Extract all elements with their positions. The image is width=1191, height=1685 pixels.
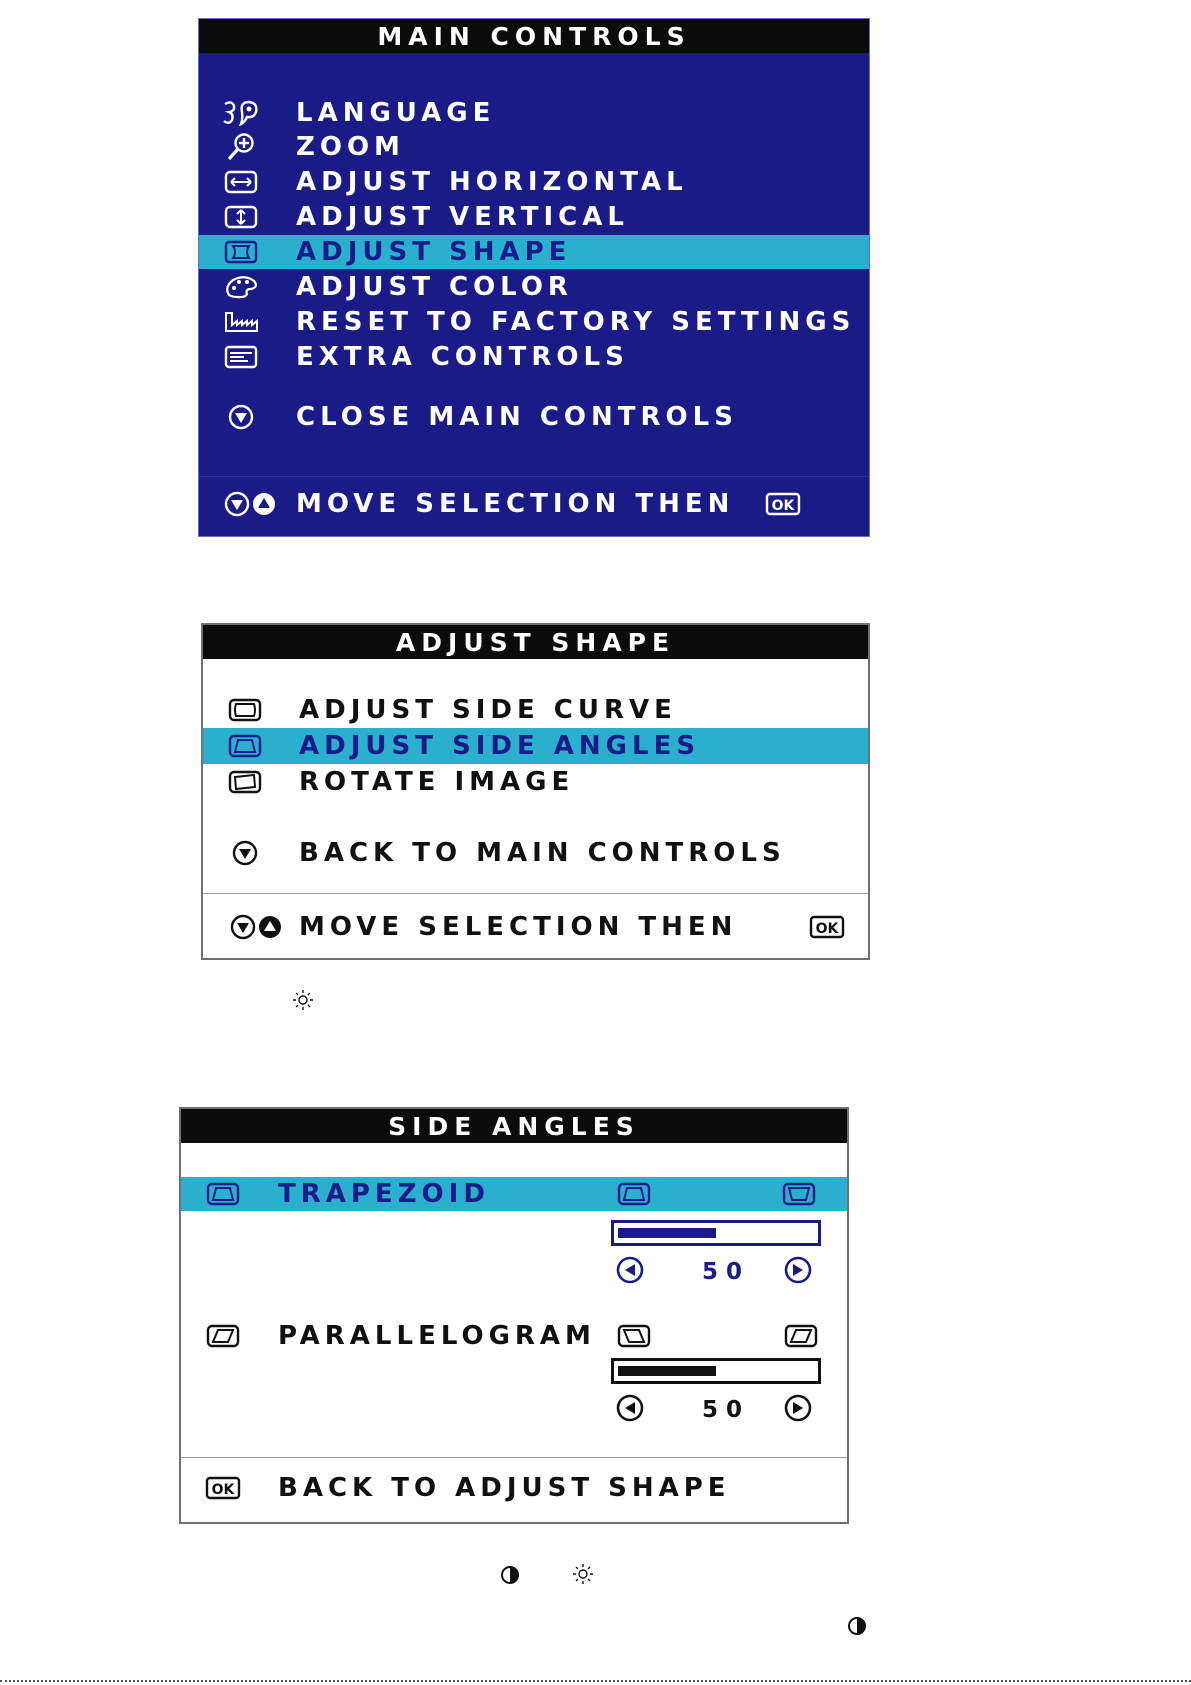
divider xyxy=(199,476,869,477)
factory-icon xyxy=(221,305,261,339)
footer-label: MOVE SELECTION THEN xyxy=(296,489,735,519)
back-label: BACK TO ADJUST SHAPE xyxy=(278,1473,731,1503)
parallelogram-row[interactable] xyxy=(181,1319,847,1353)
menu-item-adjust-side-angles[interactable] xyxy=(203,728,868,764)
ok-text: OK xyxy=(211,1482,235,1498)
adjust-shape-title: ADJUST SHAPE xyxy=(203,625,868,659)
palette-icon xyxy=(221,270,261,304)
menu-item-adjust-side-curve[interactable] xyxy=(203,692,868,728)
menu-item-label: ADJUST HORIZONTAL xyxy=(296,167,688,197)
trapezoid-row[interactable] xyxy=(181,1177,847,1211)
menu-item-label: RESET TO FACTORY SETTINGS xyxy=(296,307,856,337)
menu-item-extra-controls[interactable] xyxy=(199,340,869,374)
parallelogram-label: PARALLELOGRAM xyxy=(278,1321,596,1351)
menu-item-adjust-horizontal[interactable] xyxy=(199,165,869,199)
down-up-arrows-icon xyxy=(223,487,279,521)
back-label: BACK TO MAIN CONTROLS xyxy=(299,838,786,868)
close-main-controls-label: CLOSE MAIN CONTROLS xyxy=(296,402,738,432)
menu-item-reset-factory[interactable] xyxy=(199,305,869,339)
trapezoid-label: TRAPEZOID xyxy=(278,1179,490,1209)
divider xyxy=(203,893,868,894)
menu-item-adjust-shape[interactable] xyxy=(199,235,869,269)
menu-item-label: ROTATE IMAGE xyxy=(299,767,575,797)
side-angles-title: SIDE ANGLES xyxy=(181,1109,847,1143)
down-arrow-icon xyxy=(221,400,261,434)
back-to-adjust-shape[interactable] xyxy=(181,1471,847,1505)
brightness-icon xyxy=(570,1561,596,1587)
menu-item-language[interactable] xyxy=(199,96,869,130)
side-curve-icon xyxy=(225,692,265,728)
menu-item-label: ADJUST VERTICAL xyxy=(296,202,629,232)
ok-button-icon xyxy=(763,487,803,521)
extra-controls-icon xyxy=(221,340,261,374)
trapezoid-narrow-top-icon xyxy=(616,1179,652,1209)
parallelogram-level-bar[interactable] xyxy=(611,1358,821,1384)
parallelogram-level-fill xyxy=(618,1366,716,1376)
brightness-icon xyxy=(290,988,316,1012)
horizontal-icon xyxy=(221,165,261,199)
trapezoid-level-fill xyxy=(618,1228,716,1238)
rotate-icon xyxy=(225,764,265,800)
trapezoid-value: 50 xyxy=(702,1259,751,1285)
contrast-icon xyxy=(497,1562,523,1588)
trapezoid-narrow-bottom-icon xyxy=(781,1179,817,1209)
close-main-controls[interactable] xyxy=(199,400,869,434)
right-arrow-icon[interactable] xyxy=(783,1255,813,1285)
parallelogram-lean-left-icon xyxy=(616,1321,652,1351)
down-up-arrows-icon xyxy=(229,909,285,945)
divider xyxy=(181,1457,847,1458)
side-angles-menu xyxy=(179,1107,849,1524)
left-arrow-icon[interactable] xyxy=(615,1393,645,1423)
language-icon xyxy=(221,96,261,130)
menu-item-label: ZOOM xyxy=(296,132,405,162)
menu-item-zoom[interactable] xyxy=(199,130,869,164)
down-arrow-icon xyxy=(225,835,265,871)
menu-item-label: ADJUST SIDE ANGLES xyxy=(299,731,701,761)
menu-item-label: ADJUST SIDE CURVE xyxy=(299,695,677,725)
footer-label: MOVE SELECTION THEN xyxy=(299,912,738,942)
menu-item-label: LANGUAGE xyxy=(296,98,496,128)
menu-item-adjust-vertical[interactable] xyxy=(199,200,869,234)
menu-item-adjust-color[interactable] xyxy=(199,270,869,304)
footer xyxy=(199,487,869,521)
main-controls-title: MAIN CONTROLS xyxy=(199,19,869,53)
right-arrow-icon[interactable] xyxy=(783,1393,813,1423)
left-arrow-icon[interactable] xyxy=(615,1255,645,1285)
zoom-icon xyxy=(221,130,261,164)
menu-item-label: ADJUST SHAPE xyxy=(296,237,572,267)
parallelogram-icon xyxy=(203,1319,243,1353)
ok-button-icon xyxy=(203,1471,243,1505)
trapezoid-icon xyxy=(203,1177,243,1211)
footer xyxy=(203,909,868,945)
menu-item-label: ADJUST COLOR xyxy=(296,272,573,302)
back-to-main-controls[interactable] xyxy=(203,835,868,871)
page-bottom-rule xyxy=(0,1680,1191,1682)
contrast-icon xyxy=(844,1613,870,1639)
vertical-icon xyxy=(221,200,261,234)
trapezoid-level-bar[interactable] xyxy=(611,1220,821,1246)
ok-text: OK xyxy=(815,921,839,937)
menu-item-label: EXTRA CONTROLS xyxy=(296,342,629,372)
side-angles-icon xyxy=(225,728,265,764)
ok-button-icon xyxy=(807,909,847,945)
main-controls-menu xyxy=(198,18,870,537)
ok-text: OK xyxy=(771,498,795,514)
shape-icon xyxy=(221,235,261,269)
adjust-shape-menu xyxy=(201,623,870,960)
parallelogram-lean-right-icon xyxy=(783,1321,819,1351)
menu-item-rotate-image[interactable] xyxy=(203,764,868,800)
parallelogram-value: 50 xyxy=(702,1397,751,1423)
